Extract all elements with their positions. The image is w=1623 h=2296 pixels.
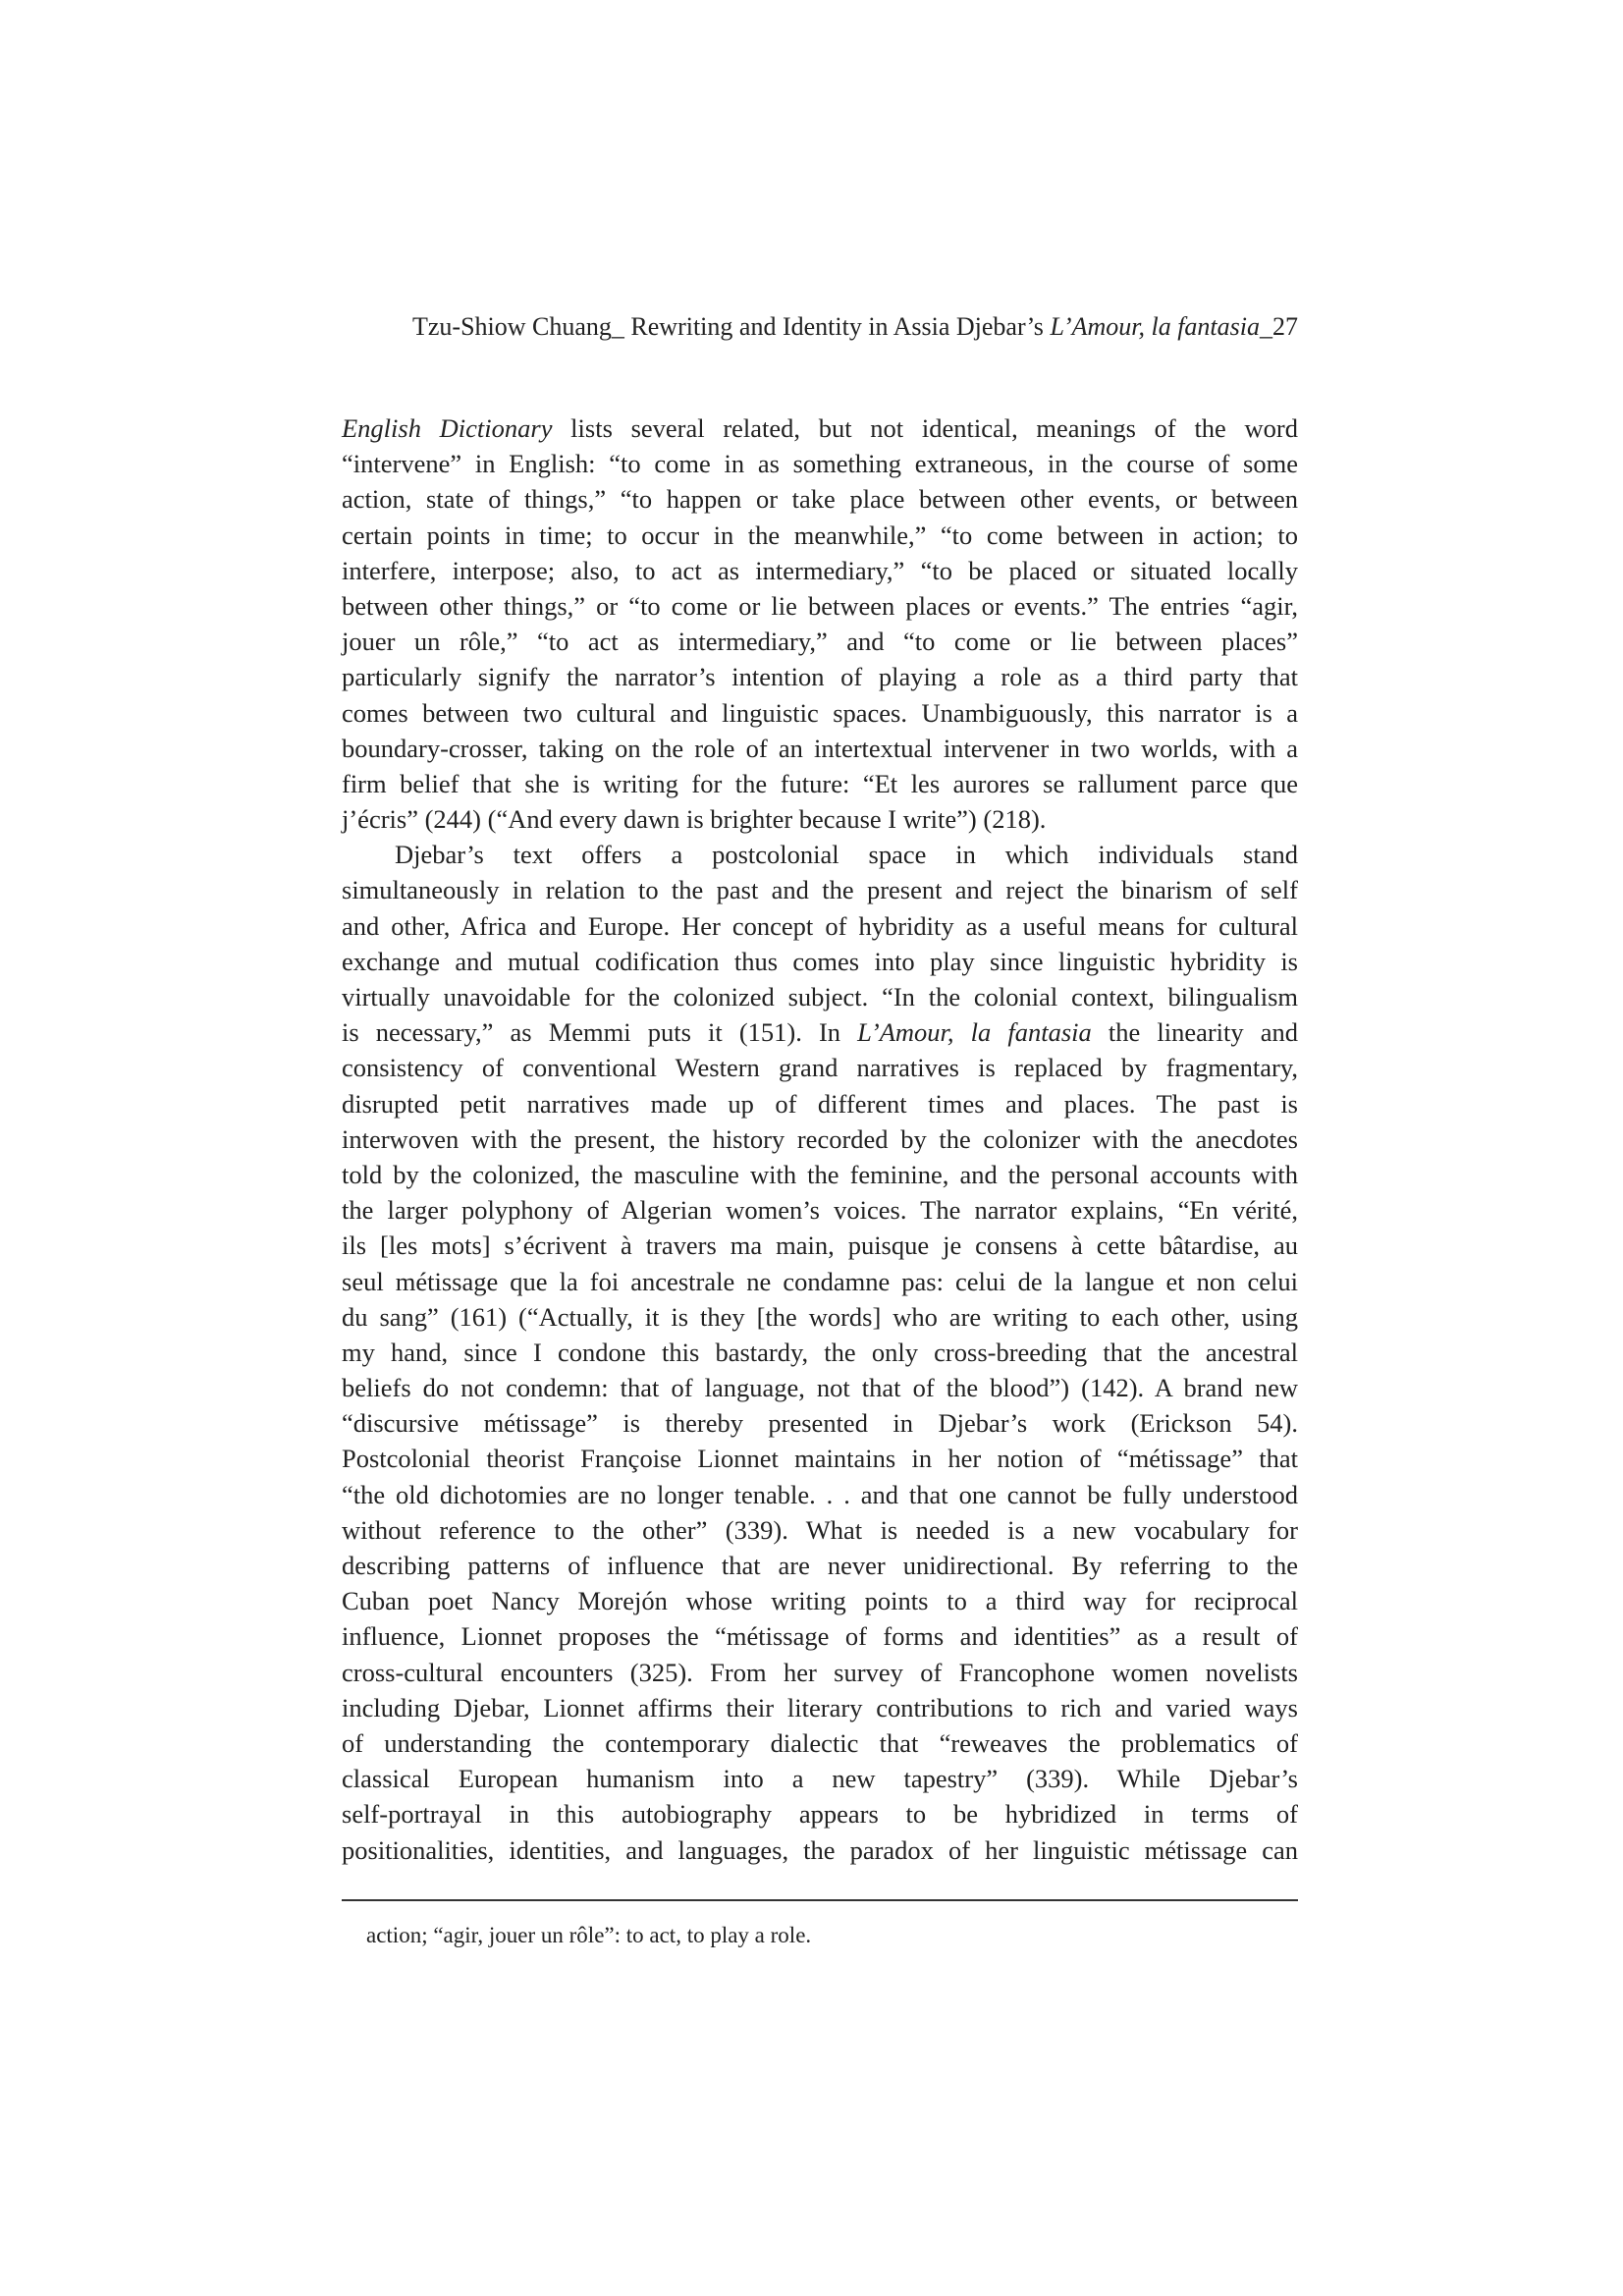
text-line: classical European humanism into a new tapestry” (339). While Djebar’s <box>342 1764 1298 1794</box>
text-line: action, state of things,” “to happen or take place between other events, or between <box>342 484 1298 515</box>
text-line: and other, Africa and Europe. Her concept of hybridity as a useful means for cultural <box>342 910 1298 941</box>
text-line: firm belief that she is writing for the future: “Et les aurores se rallument parce que <box>342 768 1298 798</box>
text-line: du sang” (161) (“Actually, it is they [the words] who are writing to each other, using <box>342 1301 1298 1332</box>
text-line: positionalities, identities, and languages, the paradox of her linguistic métissage can <box>342 1834 1298 1865</box>
text-line: consistency of conventional Western grand narratives is replaced by fragmentary, <box>342 1053 1298 1083</box>
text-line: exchange and mutual codification thus comes into play since linguistic hybridity is <box>342 946 1298 976</box>
text-line: influence, Lionnet proposes the “métissage of forms and identities” as a result of <box>342 1621 1298 1652</box>
text-line: including Djebar, Lionnet affirms their literary contributions to rich and varied ways <box>342 1692 1298 1722</box>
italic-title: L’Amour, la fantasia <box>857 1017 1092 1048</box>
text-line: virtually unavoidable for the colonized subject. “In the colonial context, bilingualism <box>342 982 1298 1011</box>
text-line: my hand, since I condone this bastardy, the only cross-breeding that the ancestral <box>342 1337 1298 1367</box>
text-line: without reference to the other” (339). What is needed is a new vocabulary for <box>342 1514 1298 1545</box>
text-line: cross-cultural encounters (325). From her survey of Francophone women novelists <box>342 1657 1298 1687</box>
text-line: “the old dichotomies are no longer tenable. . . and that one cannot be fully understood <box>342 1479 1298 1509</box>
footnote-divider <box>342 1899 1298 1901</box>
text-line: particularly signify the narrator’s intention of playing a role as a third party that <box>342 662 1298 692</box>
text-line: interfere, interpose; also, to act as intermediary,” “to be placed or situated locally <box>342 555 1298 585</box>
text-line: of understanding the contemporary dialectic that “reweaves the problematics of <box>342 1727 1298 1758</box>
text-line: English Dictionary lists several related, but not identical, meanings of the word <box>342 413 1298 443</box>
text-line: Cuban poet Nancy Morejón whose writing points to a third way for reciprocal <box>342 1586 1298 1616</box>
running-header <box>342 310 1298 344</box>
text-line: interwoven with the present, the history recorded by the colonizer with the anecdotes <box>342 1123 1298 1154</box>
text-line: describing patterns of influence that are never unidirectional. By referring to the <box>342 1551 1298 1580</box>
header-author-title: Tzu-Shiow Chuang_ Rewriting and Identity in Assia Djebar’s <box>412 312 1051 341</box>
text-line: disrupted petit narratives made up of different times and places. The past is <box>342 1088 1298 1119</box>
text-line: told by the colonized, the masculine with the feminine, and the personal accounts with <box>342 1159 1298 1189</box>
footnote: action; “agir, jouer un rôle”: to act, to play a role. <box>366 1923 812 1947</box>
text-line: Djebar’s text offers a postcolonial space in which individuals stand <box>395 840 1298 870</box>
italic-title: English Dictionary <box>342 413 553 443</box>
text-line: ils [les mots] s’écrivent à travers ma main, puisque je consens à cette bâtardise, au <box>342 1230 1298 1261</box>
text-line: simultaneously in relation to the past and the present and reject the binarism of self <box>342 875 1298 905</box>
header-book-title: L’Amour, la fantasia <box>1050 312 1260 341</box>
text-line: between other things,” or “to come or lie between places or events.” The entries “agir, <box>342 590 1298 621</box>
text-line: “intervene” in English: “to come in as something extraneous, in the course of some <box>342 449 1298 479</box>
body-text <box>342 410 1298 1868</box>
text-line: “discursive métissage” is thereby presented in Djebar’s work (Erickson 54). <box>342 1408 1298 1439</box>
text-line: self-portrayal in this autobiography appears to be hybridized in terms of <box>342 1799 1298 1830</box>
text-line: beliefs do not condemn: that of language, not that of the blood”) (142). A brand new <box>342 1373 1298 1403</box>
text-line: the larger polyphony of Algerian women’s voices. The narrator explains, “En vérité, <box>342 1195 1298 1226</box>
page-number: _27 <box>1260 312 1298 341</box>
text-line: jouer un rôle,” “to act as intermediary,” and “to come or lie between places” <box>342 627 1298 657</box>
text-line: comes between two cultural and linguistic spaces. Unambiguously, this narrator is a <box>342 697 1298 728</box>
text-line: Postcolonial theorist Françoise Lionnet maintains in her notion of “métissage” that <box>342 1444 1298 1474</box>
text-line: certain points in time; to occur in the meanwhile,” “to come between in action; to <box>342 519 1298 550</box>
text-line: boundary-crosser, taking on the role of an intertextual intervener in two worlds, with a <box>342 733 1298 763</box>
text-line: j’écris” (244) (“And every dawn is brighter because I write”) (218). <box>342 804 1047 835</box>
text-line: seul métissage que la foi ancestrale ne condamne pas: celui de la langue et non celui <box>342 1266 1298 1296</box>
text-line: is necessary,” as Memmi puts it (151). In L’Amour, la fantasia the linearity and <box>342 1017 1299 1048</box>
